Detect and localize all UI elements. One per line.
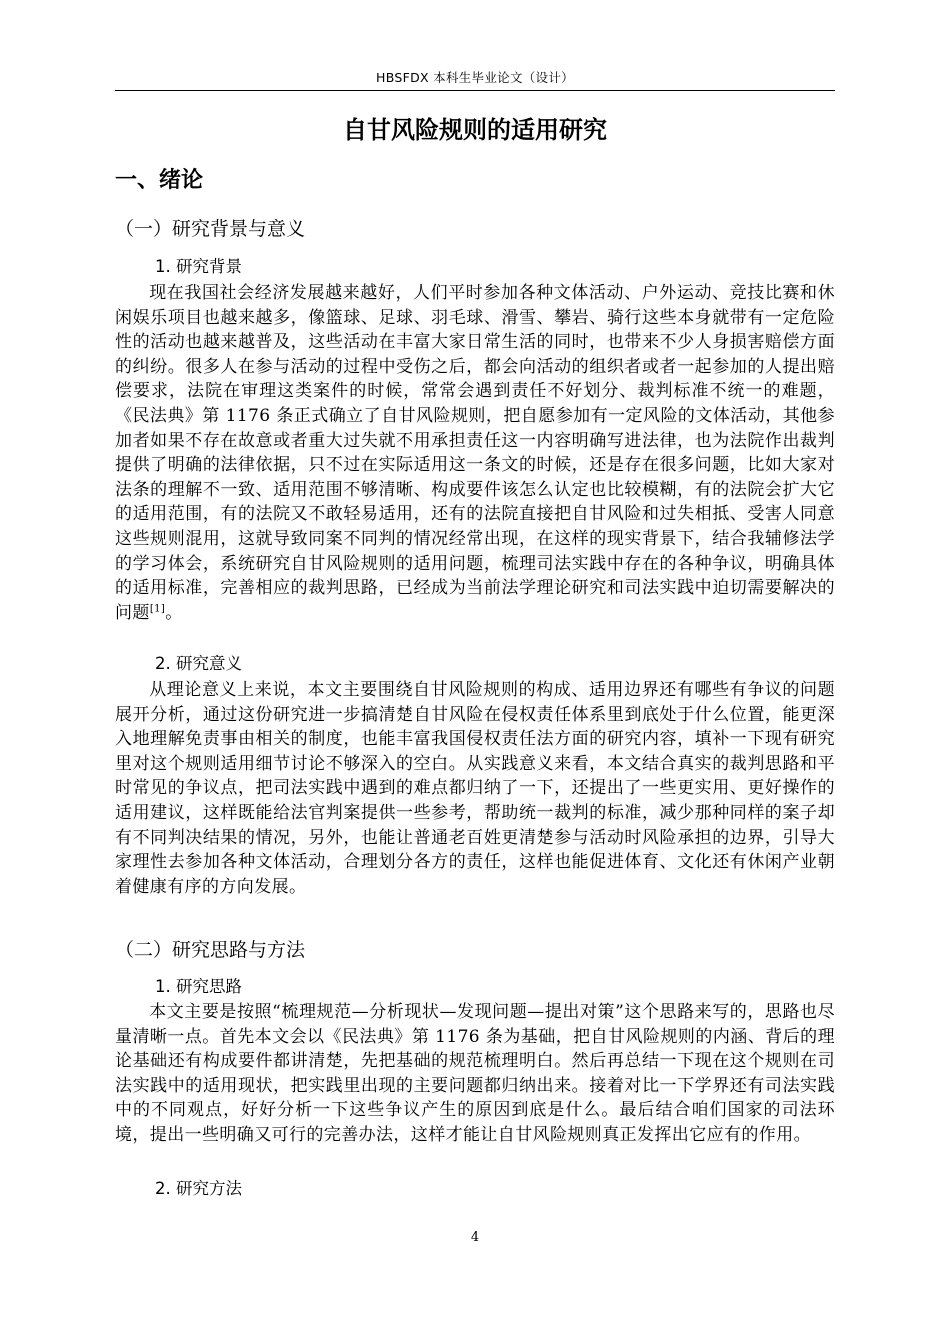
paragraph-significance [115,678,835,899]
footnote-ref: [1] [149,603,166,615]
paragraph-significance-text: 从理论意义上来说，本文主要围绕自甘风险规则的构成、适用边界还有哪些有争议的问题展开分析，通过这份研究进一步搞清楚自甘风险在侵权责任体系里到底处于什么位置，能更深入地理解免责事由相关的制度，也能丰富我国侵权责任法方面的研究内容，填补一下现有研究里对这个规则适用细节讨论不够深入的空白。从实践意义来看，本文结合真实的裁判思路和平时常见的争议点，把司法实践中遇到的难点都归纳了一下，还提出了一些更实用、更好操作的适用建议，这样既能给法官判案提供一些参考，帮助统一裁判的标准，减少那种同样的案子却有不同判决结果的情况，另外，也能让普通老百姓更清楚参与活动时风险承担的边界，引导大家理性去参加各种文体活动，合理划分各方的责任，这样也能促进体育、文化还有休闲产业朝着健康有序的方向发展。 [115,680,835,897]
section-heading-approach: （二）研究思路与方法 [115,939,306,961]
subsection-heading-methods: 2. 研究方法 [155,1179,242,1198]
running-header: HBSFDX 本科生毕业论文（设计） [376,70,574,85]
subsection-heading-approach: 1. 研究思路 [155,977,242,996]
header-rule [115,90,835,91]
paragraph-background [115,281,835,625]
page-number: 4 [470,1230,480,1245]
chapter-heading: 一、绪论 [115,168,204,193]
subsection-heading-background: 1. 研究背景 [155,257,242,276]
paragraph-approach [115,1000,835,1148]
subsection-heading-significance: 2. 研究意义 [155,654,242,673]
paragraph-approach-text: 本文主要是按照“梳理规范—分析现状—发现问题—提出对策”这个思路来写的，思路也尽量清晰一点。首先本文会以《民法典》第 1176 条为基础，把自甘风险规则的内涵、背后的理论基础还有构成要件都讲清楚，先把基础的规范梳理明白。然后再总结一下现在这个规则在司法实践中的适用现状，把实践里出现的主要问题都归纳出来。接着对比一下学界还有司法实践中的不同观点，好好分析一下这些争议产生的原因到底是什么。最后结合咱们国家的司法环境，提出一些明确又可行的完善办法，这样才能让自甘风险规则真正发挥出它应有的作用。 [115,1002,835,1145]
paragraph-background-tail: 。 [165,602,183,623]
paragraph-background-text: 现在我国社会经济发展越来越好，人们平时参加各种文体活动、户外运动、竞技比赛和休闲娱乐项目也越来越多，像篮球、足球、羽毛球、滑雪、攀岩、骑行这些本身就带有一定危险性的活动也越来越普及，这些活动在丰富大家日常生活的同时，也带来不少人身损害赔偿方面的纠纷。很多人在参与活动的过程中受伤之后，都会向活动的组织者或者一起参加的人提出赔偿要求，法院在审理这类案件的时候，常常会遇到责任不好划分、裁判标准不统一的难题，《民法典》第 1176 条正式确立了自甘风险规则，把自愿参加有一定风险的文体活动，其他参加者如果不存在故意或者重大过失就不用承担责任这一内容明确写进法律，也为法院作出裁判提供了明确的法律依据，只不过在实际适用这一条文的时候，还是存在很多问题，比如大家对法条的理解不一致、适用范围不够清晰、构成要件该怎么认定也比较模糊，有的法院会扩大它的适用范围，有的法院又不敢轻易适用，还有的法院直接把自甘风险和过失相抵、受害人同意这些规则混用，这就导致同案不同判的情况经常出现，在这样的现实背景下，结合我辅修法学的学习体会，系统研究自甘风险规则的适用问题，梳理司法实践中存在的各种争议，明确具体的适用标准，完善相应的裁判思路，已经成为当前法学理论研究和司法实践中迫切需要解决的问题 [115,283,835,623]
section-heading-background: （一）研究背景与意义 [115,218,306,240]
paper-title: 自甘风险规则的适用研究 [343,116,607,144]
